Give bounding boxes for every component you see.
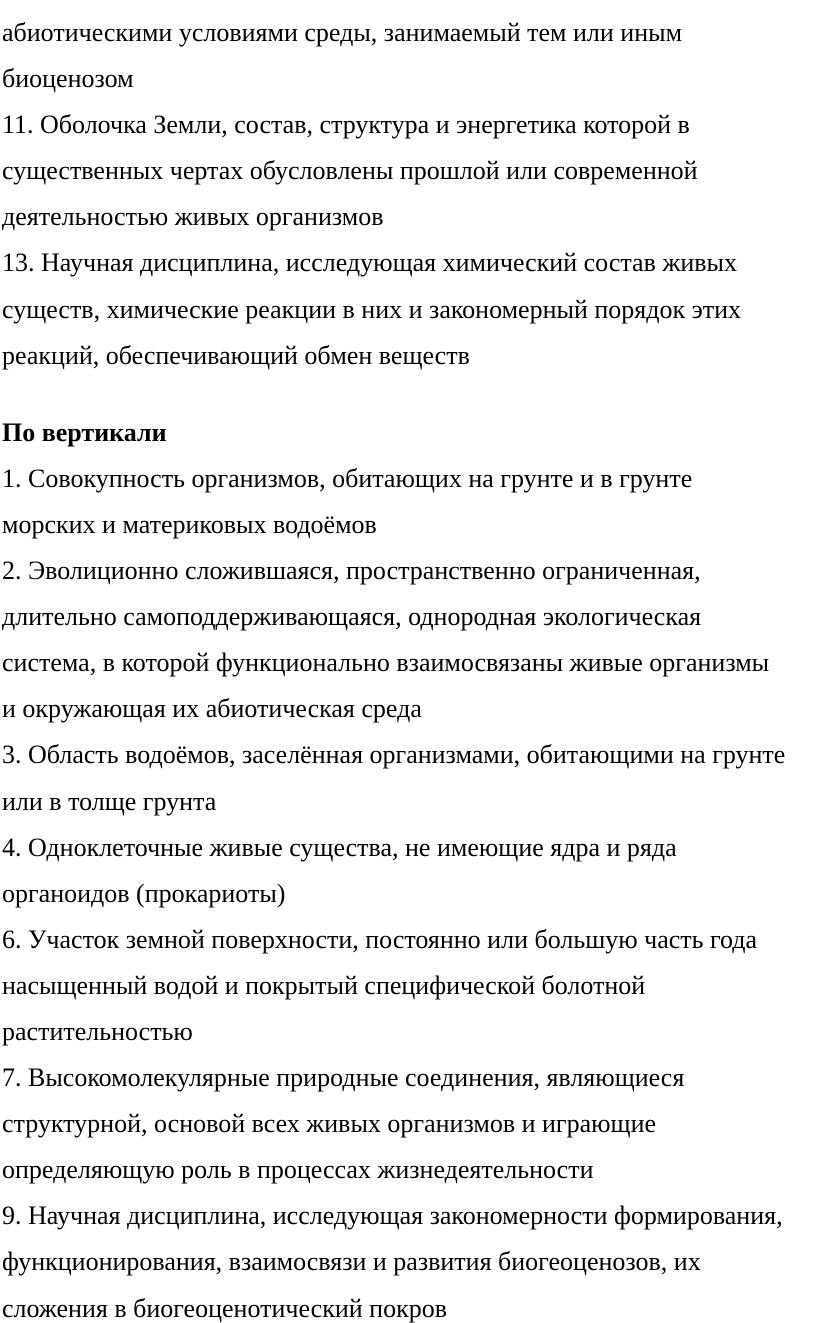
section-heading-down: По вертикали xyxy=(2,417,167,447)
clue-line: 3. Область водоёмов, заселённая организмами, обитающими на грунте xyxy=(2,740,786,770)
clue-line: 2. Эволиционно сложившаяся, пространственно ограниченная, xyxy=(2,556,701,586)
clue-line: морских и материковых водоёмов xyxy=(2,509,377,539)
section-gap xyxy=(2,379,816,410)
clue-line: структурной, основой всех живых организмов и играющие xyxy=(2,1109,657,1139)
clue-down-4 xyxy=(2,825,816,917)
clue-down-9 xyxy=(2,1193,816,1323)
clue-line: 9. Научная дисциплина, исследующая закономерности формирования, xyxy=(2,1201,783,1231)
clue-line: существенных чертах обусловлены прошлой или современной xyxy=(2,156,698,186)
clue-line: длительно самоподдерживающаяся, однородная экологическая xyxy=(2,602,702,632)
clue-line: 4. Одноклеточные живые существа, не имеющие ядра и ряда xyxy=(2,832,677,862)
clue-line: насыщенный водой и покрытый специфической болотной xyxy=(2,970,646,1000)
clue-down-7 xyxy=(2,1055,816,1193)
clue-across-continued xyxy=(2,10,816,102)
clue-line: функционирования, взаимосвязи и развития биогеоценозов, их xyxy=(2,1247,701,1277)
clue-across-13 xyxy=(2,240,816,378)
clue-line: биоценозом xyxy=(2,64,134,94)
clue-line: реакций, обеспечивающий обмен веществ xyxy=(2,340,470,370)
clue-line: сложения в биогеоценотический покров xyxy=(2,1293,447,1323)
clue-line: органоидов (прокариоты) xyxy=(2,878,286,908)
clue-line: существ, химические реакции в них и закономерный порядок этих xyxy=(2,294,742,324)
clue-down-3 xyxy=(2,732,816,824)
clue-line: абиотическими условиями среды, занимаемый тем или иным xyxy=(2,18,683,47)
clue-line: определяющую роль в процессах жизнедеятельности xyxy=(2,1155,594,1185)
clue-line: растительностью xyxy=(2,1016,193,1046)
clue-line: система, в которой функционально взаимосвязаны живые организмы xyxy=(2,648,770,678)
clue-line: 13. Научная дисциплина, исследующая химический состав живых xyxy=(2,248,737,278)
clue-line: 1. Совокупность организмов, обитающих на грунте и в грунте xyxy=(2,463,693,493)
clue-line: или в толще грунта xyxy=(2,786,217,816)
clue-line: 11. Оболочка Земли, состав, структура и энергетика которой в xyxy=(2,110,690,140)
clue-across-11 xyxy=(2,102,816,240)
clue-down-6 xyxy=(2,917,816,1055)
clue-line: и окружающая их абиотическая среда xyxy=(2,694,422,724)
clue-down-2 xyxy=(2,548,816,732)
clue-down-1 xyxy=(2,456,816,548)
clue-line: деятельностью живых организмов xyxy=(2,202,384,232)
clue-line: 7. Высокомолекулярные природные соединения, являющиеся xyxy=(2,1063,685,1093)
clue-line: 6. Участок земной поверхности, постоянно или большую часть года xyxy=(2,924,758,954)
